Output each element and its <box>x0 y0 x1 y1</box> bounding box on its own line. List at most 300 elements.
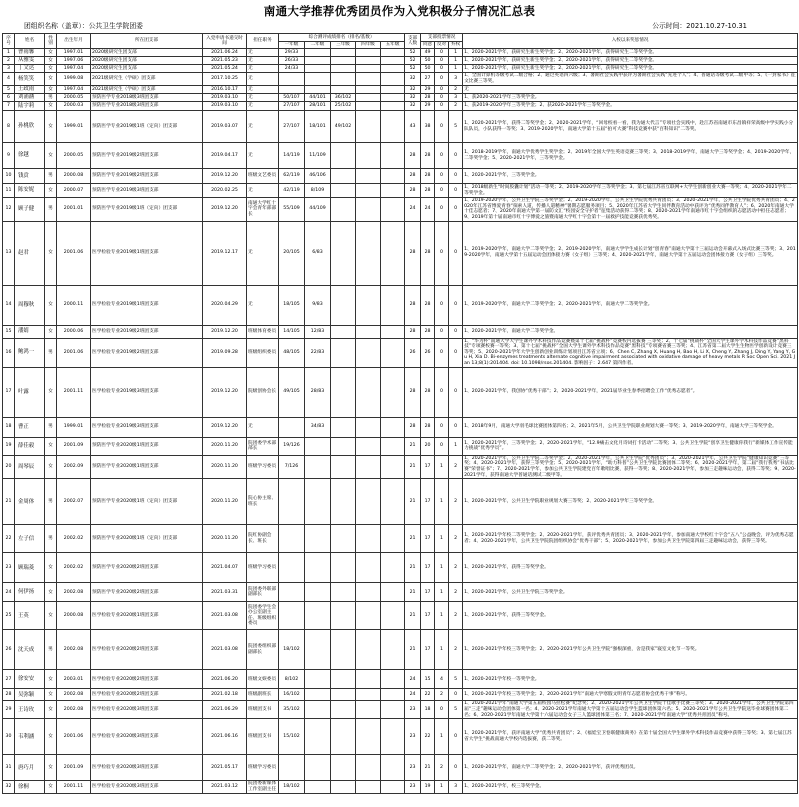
col-position: 无 <box>247 86 279 94</box>
col-birth: 2000.07 <box>57 184 91 198</box>
col-awards: 1、2018年9月，南通大学羽毛球比赛团体第四名；2、2021年5月，公共卫生学院职业规划大赛一等奖；3、2019-2020学年，南通大学三等奖学金。 <box>463 417 798 437</box>
col-awards: 1、全国计算机等级考试二级合格；2、通过英语四六级；3、暑期社会实践中获评为暑期社会实践“先进个人”；4、普通话等级考试二级甲等；5、《一封家书》征文比赛三等奖。 <box>464 73 796 84</box>
col-birth: 2002.02 <box>57 525 91 553</box>
col-apply-date: 2019.12.20 <box>203 367 247 417</box>
col-members: 24 <box>405 689 421 701</box>
col-year4 <box>356 73 381 86</box>
col-birth: 2001.09 <box>57 755 91 781</box>
col-apply-date: 2019.09.28 <box>203 338 247 367</box>
col-awards: 1、2019-2020学年，南通大学二等奖学金；2、2019-2020学年，南通大学学生成长计划“创青春”南通大学第十三届运动会开幕式入场式比赛三等奖；3、2019-2020学年，南通大学第十五届运动会团体接力赛（女子组）三等奖；4、2020-2021学年，南通大学第十五届运动会团体接力赛（女子组）三等奖。 <box>463 221 798 285</box>
col-year5 <box>381 670 405 689</box>
col-position: 班级文艺委员 <box>247 169 279 184</box>
col-abstain: 5 <box>449 701 463 719</box>
col-members: 23 <box>405 719 421 755</box>
col-name: 孙桃欣 <box>15 111 45 143</box>
col-members: 28 <box>405 184 421 198</box>
col-branch: 2020级研究生团支部 <box>91 57 203 65</box>
table-row <box>3 111 798 143</box>
col-birth: 2001.11 <box>57 367 91 417</box>
table-row <box>3 221 798 285</box>
col-oppose: 0 <box>435 111 449 143</box>
col-agree: 22 <box>421 719 435 755</box>
col-year1: 55/109 <box>279 198 305 222</box>
col-branch: 医学检验专业2019级2班团支部 <box>91 338 203 367</box>
col-year3 <box>331 184 356 198</box>
col-position: 院团委外联部副部长 <box>247 583 279 602</box>
col-members: 23 <box>405 755 421 781</box>
col-year1: 8/102 <box>279 670 305 689</box>
col-year4 <box>356 437 381 455</box>
col-year4 <box>356 670 381 689</box>
col-awards: 1、2020-2021学年，获研究生新生奖学金；2、2020-2021学年，获得研究生二等奖学金。 <box>463 65 798 73</box>
col-awards: 1、2020-2021学年，南通大学二等奖学金。 <box>463 325 798 338</box>
table-row <box>3 719 798 755</box>
col-apply-date: 2021.06.20 <box>203 670 247 689</box>
col-birth: 2000.08 <box>57 602 91 630</box>
col-members: 21 <box>405 455 421 479</box>
col-gender: 女 <box>45 285 57 325</box>
col-awards: 1、2020-2021学年校三等奖学金；2、2020-2021学年公共卫生学院“强根深重，舍是我家”寝室文化节一等奖。 <box>463 630 798 670</box>
col-year3 <box>331 701 356 719</box>
col-awards: 无 <box>463 86 798 94</box>
header-name: 姓名 <box>15 34 45 49</box>
col-members: 32 <box>405 102 421 111</box>
col-oppose: 1 <box>435 630 449 670</box>
col-oppose: 0 <box>435 143 449 169</box>
col-birth: 2002.08 <box>57 630 91 670</box>
col-name: 周琴辰 <box>15 455 45 479</box>
col-members: 21 <box>405 602 421 630</box>
col-no: 21 <box>3 479 15 525</box>
col-branch: 预防医学专业2019级2班团支部 <box>91 143 203 169</box>
col-awards: 1、获2019-2020学年三等奖学金；2、获2020-2021学年三等奖学金。 <box>463 102 798 111</box>
col-members: 28 <box>405 367 421 417</box>
table-row <box>3 602 798 630</box>
col-oppose: 1 <box>435 553 449 583</box>
table-row <box>3 143 798 169</box>
col-branch: 医学检验专业2020级1班团支部 <box>91 602 203 630</box>
col-name: 何伊扬 <box>15 583 45 602</box>
col-oppose: 0 <box>435 49 449 57</box>
col-year1 <box>279 525 305 553</box>
col-year1: 14/105 <box>279 325 305 338</box>
col-awards: 1、2020-2021学年，获得二等奖学金；2、2020-2021学年，“回母校看一看，我为通大代言”专项社会实践中，赴江苏省南通市东昌镇祥荣高级中学实践小分队队员，小队获得一等奖；3、2019-2020学年，南通大学第十五届“拍可大赛”科技竞赛中获“百科知识”二等奖。 <box>463 111 798 143</box>
col-no: 8 <box>3 111 15 143</box>
col-year2: 6/83 <box>305 221 331 285</box>
col-apply-date: 2016.10.17 <box>203 86 247 94</box>
col-year2 <box>305 689 331 701</box>
col-year4 <box>356 701 381 719</box>
col-year3 <box>331 221 356 285</box>
col-year4 <box>356 630 381 670</box>
col-year3 <box>331 553 356 583</box>
col-name: 唐巧月 <box>15 755 45 781</box>
col-year5 <box>381 111 405 143</box>
col-branch: 2020级研究生团支部 <box>91 65 203 73</box>
col-gender: 女 <box>45 221 57 285</box>
col-year2 <box>305 479 331 525</box>
col-year3 <box>331 630 356 670</box>
col-year2 <box>305 670 331 689</box>
col-position: 无 <box>247 111 279 143</box>
col-year2: 22/83 <box>305 338 331 367</box>
col-position: 班级副班长 <box>247 689 279 701</box>
col-agree: 50 <box>421 65 435 73</box>
table-row <box>3 338 798 367</box>
col-gender: 女 <box>45 553 57 583</box>
col-year2: 44/109 <box>305 198 331 222</box>
col-gender: 男 <box>45 525 57 553</box>
col-year4 <box>356 417 381 437</box>
col-year5 <box>381 325 405 338</box>
col-year3 <box>331 367 356 417</box>
col-awards: 1、2020-2021学年，获得三等奖学金。 <box>463 602 798 630</box>
col-agree: 28 <box>421 184 435 198</box>
col-gender: 女 <box>45 367 57 417</box>
col-agree: 24 <box>421 198 435 222</box>
col-name: 薛佳毅 <box>15 437 45 455</box>
col-apply-date: 2021.06.29 <box>203 701 247 719</box>
col-apply-date: 2019.03.10 <box>203 94 247 102</box>
col-year5 <box>381 781 405 793</box>
col-oppose: 0 <box>435 57 449 65</box>
col-birth: 2002.08 <box>57 689 91 701</box>
col-year3 <box>331 417 356 437</box>
col-year5 <box>381 602 405 630</box>
header-abstain: 弃权 <box>449 42 463 49</box>
col-agree: 17 <box>421 553 435 583</box>
col-gender: 女 <box>45 57 57 65</box>
table-row <box>3 184 798 198</box>
col-position: 班级学习委员 <box>247 455 279 479</box>
col-year4 <box>356 602 381 630</box>
col-year5 <box>381 94 405 102</box>
col-year1: 24/33 <box>279 65 305 73</box>
col-gender: 男 <box>45 630 57 670</box>
col-year1 <box>279 479 305 525</box>
col-agree: 17 <box>421 455 435 479</box>
col-position: 无 <box>247 49 279 57</box>
col-no: 13 <box>3 221 15 285</box>
col-abstain: 2 <box>449 86 463 94</box>
col-name: 韦利涵 <box>15 719 45 755</box>
col-branch: 预防医学专业2020级2班团支部 <box>91 583 203 602</box>
col-birth: 2001.11 <box>57 781 91 793</box>
col-year4 <box>356 65 381 73</box>
col-gender: 男 <box>45 479 57 525</box>
col-members: 21 <box>405 583 421 602</box>
header-apply-date: 入党申请书递交时间 <box>203 34 247 49</box>
col-members: 32 <box>405 94 421 102</box>
col-agree: 18 <box>421 701 435 719</box>
col-year4 <box>356 49 381 57</box>
col-apply-date: 2020.11.20 <box>203 437 247 455</box>
col-agree: 17 <box>421 602 435 630</box>
col-birth: 2000.05 <box>57 143 91 169</box>
header-agree: 同意 <box>421 42 435 49</box>
col-members: 52 <box>405 65 421 73</box>
col-apply-date: 2019.03.10 <box>203 102 247 111</box>
col-no: 11 <box>3 184 15 198</box>
col-position: 无 <box>247 417 279 437</box>
col-branch: 2021级研究生（学硕）团支部 <box>91 73 203 86</box>
col-birth: 2001.01 <box>57 198 91 222</box>
col-no: 27 <box>3 670 15 689</box>
col-name: 顾瑞菱 <box>15 553 45 583</box>
col-oppose: 0 <box>435 86 449 94</box>
col-position: 无 <box>247 73 279 86</box>
col-gender: 女 <box>45 583 57 602</box>
col-agree: 20 <box>421 437 435 455</box>
col-awards: 1、2019-2020学年，公共卫生学院三等奖学金；2、2019-2020学年，公共卫生学院优秀共青团员；3、2020-2021学年，公共卫生学院优秀共青团员；4、2020年江苏省博爱青春“探索人道，传播人道精神”暑期志愿服务项目；5、2020年江苏省大学生同伴教育活动中获评为“优秀同伴教育人”；6、2020年南通大学十佳志愿者；7、2020年南通大学第一届防文汇“校园安全守护者”征集活动获得二等奖；8、2020-2021学年南通市红十字会组织的志愿活动中担任志愿者；9、2019年第十届南通市红十字博爱之旅暨南通大学红十字会第十一届救护技能竞赛获优秀奖。 <box>463 198 798 222</box>
col-birth: 2002.09 <box>57 455 91 479</box>
col-oppose: 1 <box>435 583 449 602</box>
col-year4 <box>356 86 381 94</box>
col-position: 班级组织委员 <box>247 338 279 367</box>
col-apply-date: 2019.12.20 <box>203 198 247 222</box>
col-year1: 48/105 <box>279 338 305 367</box>
col-birth: 2000.03 <box>57 102 91 111</box>
col-awards: 1、2020-2021学年，三等奖学金。 <box>463 169 798 184</box>
col-birth: 2000.08 <box>57 169 91 184</box>
col-year4 <box>356 111 381 143</box>
col-apply-date: 2020.02.25 <box>203 184 247 198</box>
col-year5 <box>381 73 405 86</box>
header-row <box>3 34 798 42</box>
table-row <box>3 670 798 689</box>
col-name: 周穆秋 <box>15 285 45 325</box>
col-position: 南通大学红十字会青年部部长 <box>247 198 279 222</box>
col-year4 <box>356 755 381 781</box>
col-abstain: 1 <box>449 437 463 455</box>
col-name: 丁文达 <box>15 65 45 73</box>
col-year5 <box>381 169 405 184</box>
col-year5 <box>381 102 405 111</box>
col-abstain: 0 <box>449 417 463 437</box>
col-abstain: 1 <box>449 49 463 57</box>
col-year1: 16/102 <box>279 689 305 701</box>
col-abstain: 0 <box>449 689 463 701</box>
col-year1: 18/105 <box>279 285 305 325</box>
col-year3 <box>331 325 356 338</box>
col-agree: 28 <box>421 221 435 285</box>
col-position: 班级文娱委员 <box>247 670 279 689</box>
col-gender: 女 <box>45 689 57 701</box>
col-oppose: 0 <box>435 65 449 73</box>
col-birth: 2002.02 <box>57 553 91 583</box>
col-no: 15 <box>3 325 15 338</box>
col-abstain: 2 <box>449 553 463 583</box>
col-oppose: 1 <box>435 455 449 479</box>
table-row <box>3 553 798 583</box>
col-gender: 男 <box>45 338 57 367</box>
col-name: 吴弥颖 <box>15 689 45 701</box>
col-oppose: 1 <box>435 525 449 553</box>
col-position: 无 <box>247 57 279 65</box>
col-no: 18 <box>3 417 15 437</box>
col-year2: 44/101 <box>305 94 331 102</box>
col-birth: 1999.01 <box>57 417 91 437</box>
col-apply-date: 2021.03.31 <box>203 583 247 602</box>
col-name: 陈安妮 <box>15 184 45 198</box>
header-eval-group: 综合测评成绩排名（排名/基数） <box>279 34 405 42</box>
col-year2 <box>305 525 331 553</box>
table-row <box>3 437 798 455</box>
col-branch: 预防医学专业2020级2班团支部 <box>91 553 203 583</box>
col-position: 院团委学生会办公室副主任、班级组织委员 <box>247 602 279 630</box>
col-year4 <box>356 689 381 701</box>
col-year2 <box>305 437 331 455</box>
col-year3 <box>331 719 356 755</box>
col-year4 <box>356 94 381 102</box>
col-members: 52 <box>405 49 421 57</box>
col-branch: 预防医学专业2020级1班（定向）团支部 <box>91 525 203 553</box>
col-no: 31 <box>3 755 15 781</box>
col-members: 32 <box>405 86 421 94</box>
col-year4 <box>356 719 381 755</box>
col-no: 25 <box>3 602 15 630</box>
col-agree: 17 <box>421 479 435 525</box>
col-year2: 8/109 <box>305 184 331 198</box>
col-year3 <box>331 455 356 479</box>
col-abstain: 5 <box>449 670 463 689</box>
col-name: 王诗玫 <box>15 701 45 719</box>
col-gender: 女 <box>45 102 57 111</box>
col-year5 <box>381 553 405 583</box>
col-year4 <box>356 583 381 602</box>
col-position: 无 <box>247 184 279 198</box>
col-name: 赵君 <box>15 221 45 285</box>
col-year5 <box>381 755 405 781</box>
col-gender: 女 <box>45 143 57 169</box>
col-year3 <box>331 781 356 793</box>
col-apply-date: 2019.12.20 <box>203 325 247 338</box>
col-oppose: 1 <box>435 719 449 755</box>
col-gender: 男 <box>45 198 57 222</box>
col-name: 徐越 <box>15 143 45 169</box>
col-no: 17 <box>3 367 15 417</box>
col-agree: 17 <box>421 525 435 553</box>
col-abstain: 3 <box>449 73 463 86</box>
col-birth: 2000.06 <box>57 325 91 338</box>
col-year5 <box>381 57 405 65</box>
header-year2: 二年级 <box>305 42 331 49</box>
col-branch: 预防医学专业2019级1班（定向）团支部 <box>91 111 203 143</box>
col-birth: 2002.07 <box>57 479 91 525</box>
col-oppose: 0 <box>435 701 449 719</box>
col-awards: 1、2018-2019学年，南通大学优秀学生奖学金；2、2019年全国大学生英语竞赛三等奖；3、2018-2019学年，南通大学三等奖学金；4、2019-2020学年，二等奖学金；5、2020-2021学年，三等奖学金。 <box>463 143 798 169</box>
subtitle-row <box>4 20 795 32</box>
col-oppose: 0 <box>435 221 449 285</box>
col-agree: 27 <box>421 73 435 86</box>
col-year1: 29/33 <box>279 49 305 57</box>
col-members: 21 <box>405 437 421 455</box>
col-year3 <box>331 689 356 701</box>
col-position: 院心协主席、班长 <box>247 479 279 525</box>
col-no: 1 <box>3 49 15 57</box>
col-awards: 1、2020-2021学年校三等奖学金；2、2020-2021学年“南通大学寒假文明青年志愿者协会优秀干事”称号。 <box>463 689 798 701</box>
col-branch: 医学检验专业2020级2班团支部 <box>91 689 203 701</box>
col-birth: 1997.04 <box>57 65 91 73</box>
col-year1 <box>279 417 305 437</box>
col-year3: 49/102 <box>331 111 356 143</box>
col-oppose: 2 <box>435 689 449 701</box>
col-position: 班级学习委员 <box>247 755 279 781</box>
col-awards: 1、2020-2021学年，南通大学二等奖学金；2、2020-2021学年，获评优秀团员。 <box>463 755 798 781</box>
col-name: 陆宇莉 <box>15 102 45 111</box>
col-gender: 女 <box>45 86 57 94</box>
col-year1: 15/102 <box>279 719 305 755</box>
table-row <box>3 755 798 781</box>
col-position: 班级学习委员 <box>247 553 279 583</box>
col-year4 <box>356 479 381 525</box>
col-name: 曹正 <box>15 417 45 437</box>
col-awards: 1、2020-2021学年，三等奖学金；2、2020-2021学年，“12.9痛击文化月诗词打卡活动”二等奖；3、公共卫生学院“创享卫生健康你我行”新媒体工作宣传能力挑战“优秀学员”。 <box>463 437 798 455</box>
col-apply-date: 2019.12.20 <box>203 169 247 184</box>
col-year3 <box>331 198 356 222</box>
col-apply-date: 2021.05.24 <box>203 65 247 73</box>
col-no: 6 <box>3 94 15 102</box>
col-year2 <box>305 602 331 630</box>
col-agree: 28 <box>421 325 435 338</box>
col-year2: 9/83 <box>305 285 331 325</box>
col-year2 <box>305 86 331 94</box>
col-members: 28 <box>405 143 421 169</box>
col-year5 <box>381 437 405 455</box>
col-agree: 28 <box>421 367 435 417</box>
col-branch: 医学检验专业2019级2班团支部 <box>91 325 203 338</box>
col-year5 <box>381 455 405 479</box>
col-year1: 50/107 <box>279 94 305 102</box>
col-abstain: 0 <box>449 338 463 367</box>
col-year5 <box>381 417 405 437</box>
col-oppose: 4 <box>435 670 449 689</box>
col-agree: 28 <box>421 285 435 325</box>
col-awards: 1、2020-2021学年，公共卫生学院职业规划大赛三等奖；2、2020-2021学年三等奖学金。 <box>463 479 798 525</box>
col-abstain: 0 <box>449 755 463 781</box>
table-row <box>3 94 798 102</box>
col-awards: 1、2020-2021学年，获得三等奖学金。 <box>463 553 798 583</box>
col-abstain: 0 <box>449 325 463 338</box>
col-year4 <box>356 325 381 338</box>
table-row <box>3 583 798 602</box>
col-no: 16 <box>3 338 15 367</box>
col-members: 28 <box>405 169 421 184</box>
col-members: 26 <box>405 338 421 367</box>
table-row <box>3 169 798 184</box>
col-year3 <box>331 602 356 630</box>
col-position: 无 <box>247 65 279 73</box>
header-oppose: 反对 <box>435 42 449 49</box>
col-no: 3 <box>3 65 15 73</box>
col-year2 <box>305 73 331 86</box>
col-awards: 1、2020-2021学年校一等奖学金。 <box>463 670 798 689</box>
col-year1 <box>279 86 305 94</box>
col-abstain: 5 <box>449 111 463 143</box>
col-year3 <box>331 755 356 781</box>
col-birth: 2002.08 <box>57 583 91 602</box>
table-row <box>3 49 798 57</box>
col-year4 <box>356 285 381 325</box>
col-year2 <box>305 583 331 602</box>
col-name: 顾子健 <box>15 198 45 222</box>
col-apply-date: 2021.03.08 <box>203 602 247 630</box>
col-members: 52 <box>405 57 421 65</box>
col-agree: 28 <box>421 94 435 102</box>
col-position: 班级团支书 <box>247 719 279 755</box>
col-abstain: 1 <box>449 57 463 65</box>
col-year1: 7/126 <box>279 455 305 479</box>
